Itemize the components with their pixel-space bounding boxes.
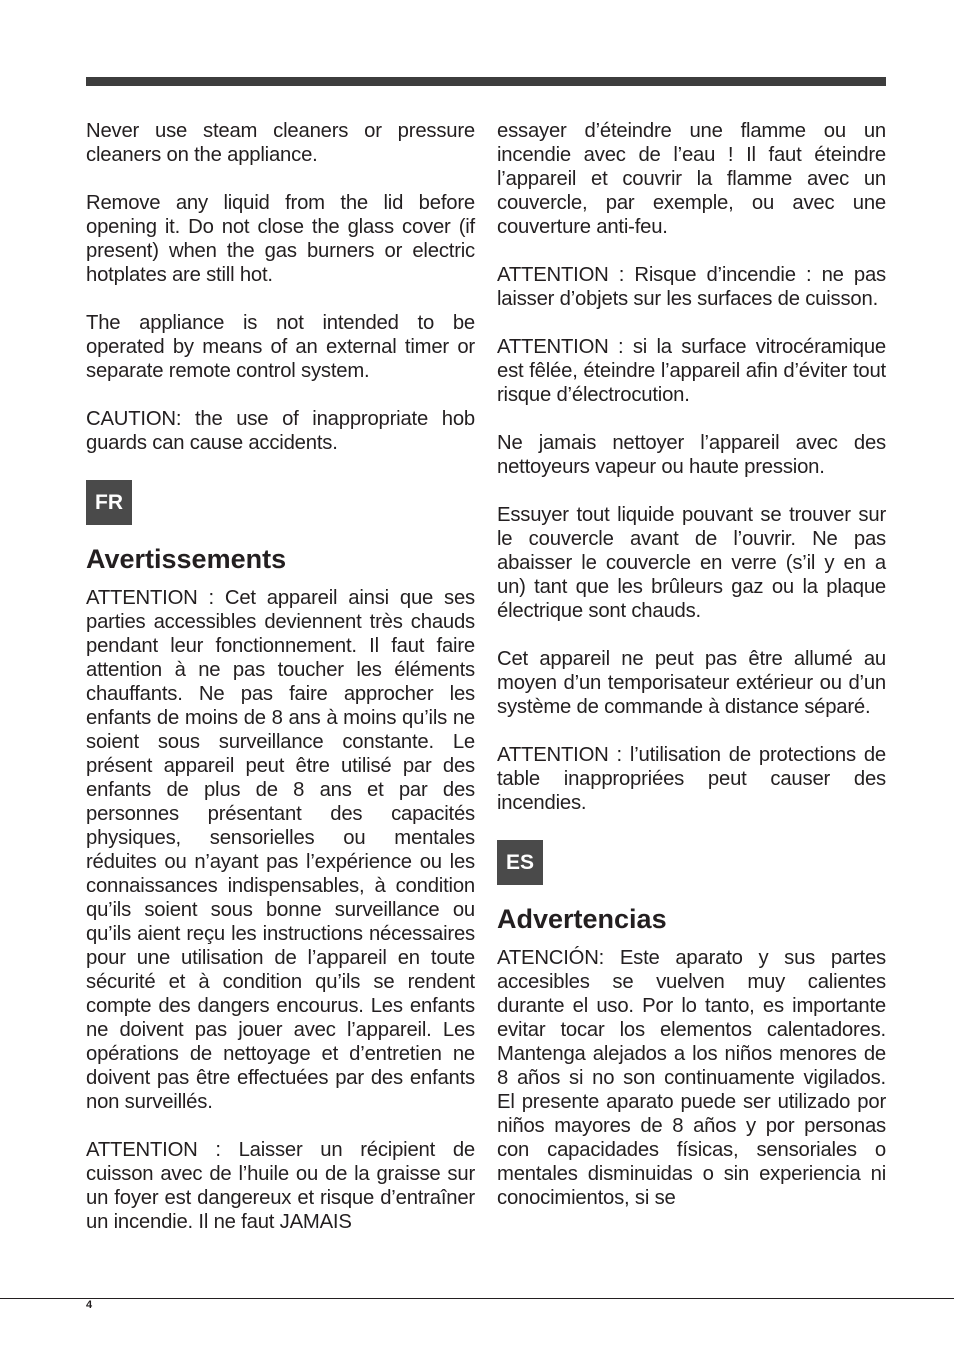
paragraph-fr-attention-oil: ATTENTION : Laisser un récipient de cuisson avec de l’huile ou de la graisse sur un foyer est dangereux et risque d’entraîner un incendie. Il ne faut JAMAIS	[86, 1139, 475, 1233]
paragraph-external-timer: The appliance is not intended to be operated by means of an external timer or separate remote control system.	[86, 312, 475, 382]
paragraph-fr-steam-cleaners: Ne jamais nettoyer l’appareil avec des nettoyeurs vapeur ou haute pression.	[497, 432, 886, 478]
footer-rule	[0, 1298, 954, 1299]
paragraph-lid-liquid: Remove any liquid from the lid before opening it. Do not close the glass cover (if present) when the gas burners or electric hotplates are still hot.	[86, 192, 475, 286]
right-column	[497, 119, 886, 1234]
paragraph-fr-hob-guards: ATTENTION : l’utilisation de protections de table inappropriées peut causer des incendies.	[497, 744, 886, 814]
paragraph-steam-cleaners: Never use steam cleaners or pressure cleaners on the appliance.	[86, 120, 475, 166]
section-heading-es: Advertencias	[497, 904, 667, 934]
paragraph-fr-extinguish: essayer d’éteindre une flamme ou un incendie avec de l’eau ! Il faut éteindre l’appareil et couvrir la flamme avec un couvercle, par exemple, ou avec une couverture anti-feu.	[497, 120, 886, 238]
paragraph-fr-fire-risk: ATTENTION : Risque d’incendie : ne pas laisser d’objets sur les surfaces de cuisson.	[497, 264, 886, 310]
page-number: 4	[86, 1299, 93, 1311]
paragraph-fr-attention-hot: ATTENTION : Cet appareil ainsi que ses parties accessibles deviennent très chauds pendant leur fonctionnement. Il faut faire attention à ne pas toucher les éléments chauffants. Ne pas faire approcher les enfants de moins de 8 ans à moins qu’ils ne soient sous surveillance constante. Le présent appareil peut être utilisé par des enfants de plus de 8 ans et par des personnes présentant des capacités physiques, sensorielles ou mentales réduites ou n’ayant pas l’expérience ou les connaissances indispensables, à condition qu’ils soient sous bonne surveillance ou qu’ils aient reçu les instructions nécessaires pour une utilisation de l’appareil en toute sécurité et à condition qu’ils se rendent compte des dangers encourus. Les enfants ne doivent pas jouer avec l’appareil. Les opérations de nettoyage et d’entretien ne doivent pas être effectuées par des enfants non surveillés.	[86, 587, 475, 1113]
language-badge-fr: FR	[86, 480, 132, 525]
header-rule	[86, 77, 886, 86]
language-badge-es: ES	[497, 840, 543, 885]
left-column	[86, 119, 475, 1258]
paragraph-fr-cracked-surface: ATTENTION : si la surface vitrocéramique est fêlée, éteindre l’appareil afin d’éviter tout risque d’électrocution.	[497, 336, 886, 406]
paragraph-es-atencion: ATENCIÓN: Este aparato y sus partes accesibles se vuelven muy calientes durante el uso. Por lo tanto, es importante evitar tocar los elementos calentadores. Mantenga alejados a los niños menores de 8 años si no son continuamente vigilados. El presente aparato puede ser utilizado por niños mayores de 8 años y por personas con capacidades físicas, sensoriales o mentales disminuidas o sin experiencia ni conocimientos, si se	[497, 947, 886, 1209]
paragraph-fr-external-timer: Cet appareil ne peut pas être allumé au moyen d’un temporisateur extérieur ou d’un système de commande à distance séparé.	[497, 648, 886, 718]
paragraph-hob-guards: CAUTION: the use of inappropriate hob guards can cause accidents.	[86, 408, 475, 454]
paragraph-fr-lid-liquid: Essuyer tout liquide pouvant se trouver sur le couvercle avant de l’ouvrir. Ne pas abaisser le couvercle en verre (s’il y en a un) tant que les brûleurs gaz ou la plaque électrique sont chauds.	[497, 504, 886, 622]
section-heading-fr: Avertissements	[86, 544, 287, 574]
